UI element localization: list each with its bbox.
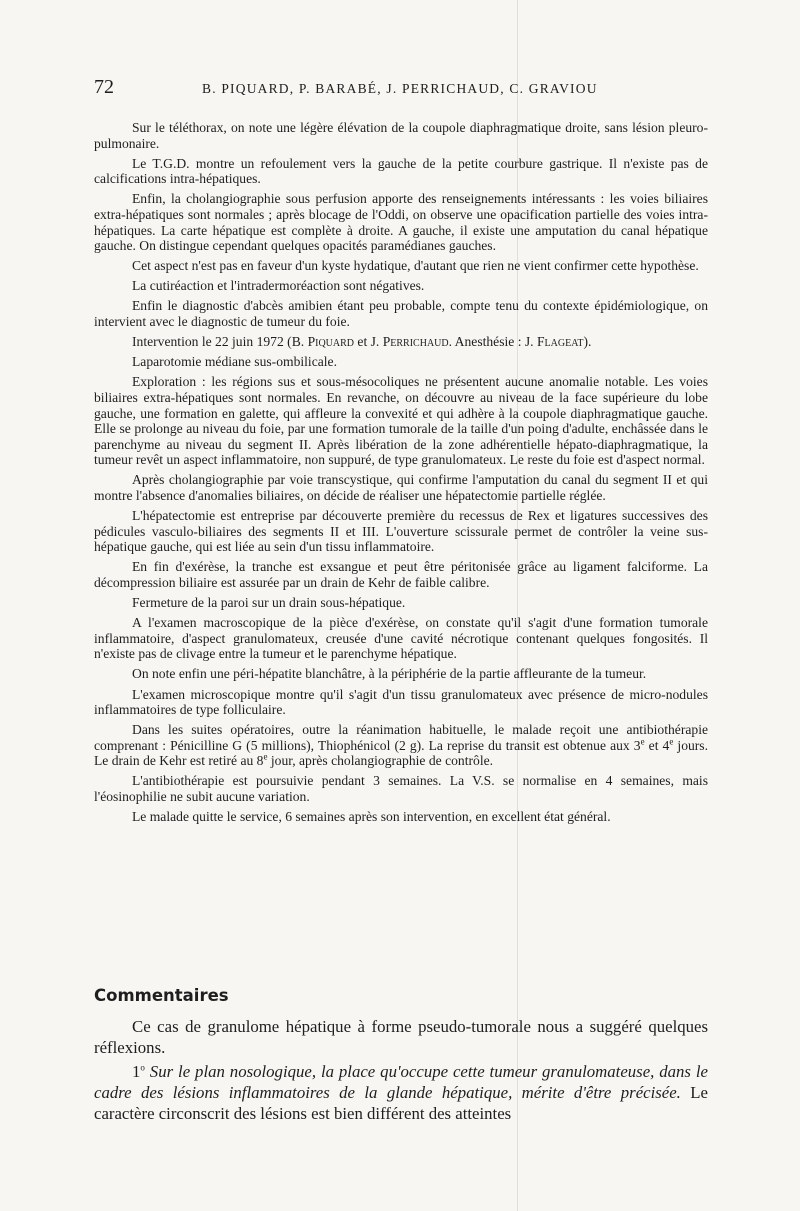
postop-text-c: jours. Le drain de Kehr est retiré au 8 — [94, 737, 709, 769]
running-header — [94, 78, 714, 102]
paragraph-tgd: Le T.G.D. montre un refoulement vers la gauche de la petite courbure gastrique. Il n'existe pas de calcifications intra-hépatiques. — [94, 155, 708, 187]
intervention-text-g: ). — [583, 334, 592, 350]
point-number: 1 — [132, 1062, 141, 1081]
paragraph-cholangiography: Enfin, la cholangiographie sous perfusion apporte des renseignements intéressants : les voies biliaires extra-hépatiques sont normales ; après blocage de l'Oddi, on observe une opacification partielle des voies intra-hépatiques. La carte hépatique est complète à droite. A gauche, il existe une amputation du canal hépatique gauche. On distingue cependant quelques opacités paramédianes gauches. — [94, 191, 708, 254]
case-report-body — [94, 120, 708, 829]
paragraph-antibiotherapy: L'antibiothérapie est poursuivie pendant 3 semaines. La V.S. se normalise en 4 semaines, mais l'éosinophilie ne subit aucune variation. — [94, 773, 708, 805]
intervention-text-e: . Anesthésie : J. — [448, 334, 537, 350]
page-number: 72 — [94, 76, 114, 98]
postop-text-d: jour, après cholangiographie de contrôle. — [267, 753, 494, 769]
paragraph-perihepatitis: On note enfin une péri-hépatite blanchâtre, à la périphérie de la partie affleurante de la tumeur. — [132, 666, 647, 682]
paragraph-laparotomy: Laparotomie médiane sus-ombilicale. — [132, 354, 337, 370]
paragraph-intervention — [94, 334, 708, 350]
intervention-text-a: Intervention le 22 juin 1972 (B. — [132, 334, 308, 350]
paragraph-microscopic: L'examen microscopique montre qu'il s'agit d'un tissu granulomateux avec présence de micro-nodules inflammatoires de type folliculaire. — [94, 686, 708, 718]
paragraph-hydatid-cyst: Cet aspect n'est pas en faveur d'un kyste hydatique, d'autant que rien ne vient confirmer cette hypothèse. — [132, 258, 699, 274]
intervention-text-c: et J. — [354, 334, 383, 350]
anesthetist-name-flageat: Flageat — [536, 334, 584, 350]
paragraph-resection-end: En fin d'exérèse, la tranche est exsangue et peut être péritonisée grâce au ligament falciforme. La décompression biliaire est assurée par un drain de Kehr de faible calibre. — [94, 559, 708, 590]
paragraph-exploration: Exploration : les régions sus et sous-mésocoliques ne présentent aucune anomalie notable. Les voies biliaires extra-hépatiques sont normales. En revanche, on découvre au niveau de la face supérieure du lobe gauche, une formation en galette, qui affleure la convexité et qui adhère à la coupole diaphragmatique gauche. Elle se prolonge au niveau du foie, par une formation tumorale de la taille d'un poing d'adulte, enchâssée dans le parenchyme au niveau du segment II. Après libération de la zone adhérentielle hépato-diaphragmatique, la tumeur revêt un aspect inflammatoire, non suppuré, de type granulomateux. Le reste du foie est d'aspect normal. — [94, 374, 708, 468]
paragraph-hepatectomy: L'hépatectomie est entreprise par découverte première du recessus de Rex et ligatures successives des pédicules vasculo-biliaires des segments II et III. L'ouverture scissurale permet de contrôler la veine sus-hépatique gauche, qui est liée au sein d'un tissu inflammatoire. — [94, 508, 708, 555]
section-heading-commentaires: Commentaires — [94, 986, 229, 1005]
point-rest-text: Le caractère circonscrit des lésions est bien différent des atteintes — [94, 1083, 708, 1123]
paragraph-transcystic: Après cholangiographie par voie transcystique, qui confirme l'amputation du canal du segment II et qui montre l'absence d'anomalies biliaires, on décide de réaliser une hépatectomie partielle réglée. — [94, 472, 708, 503]
commentary-point-1 — [94, 1061, 708, 1124]
superscript-o: o — [140, 1062, 145, 1073]
paragraph-skin-tests: La cutiréaction et l'intradermoréaction sont négatives. — [132, 278, 425, 294]
surgeon-name-piquard: Piquard — [307, 334, 355, 350]
paragraph-diagnosis: Enfin le diagnostic d'abcès amibien étant peu probable, compte tenu du contexte épidémiologique, on intervient avec le diagnostic de tumeur du foie. — [94, 298, 708, 330]
author-running-head: B. PIQUARD, P. BARABÉ, J. PERRICHAUD, C. GRAVIOU — [202, 81, 598, 96]
point-italic-text: Sur le plan nosologique, la place qu'occupe cette tumeur granulomateuse, dans le cadre des lésions inflammatoires de la glande hépatique, mérite d'être précisée. — [94, 1062, 708, 1102]
postop-text-a: Dans les suites opératoires, outre la réanimation habituelle, le malade reçoit une antibiothérapie comprenant : Pénicilline G (5 millions), Thiophénicol (2 g). La reprise du transit est obtenue aux 3 — [94, 722, 708, 753]
commentary-body — [94, 1016, 708, 1127]
superscript-e: e — [263, 751, 268, 762]
paragraph-discharge: Le malade quitte le service, 6 semaines après son intervention, en excellent état général. — [132, 809, 611, 825]
commentary-intro: Ce cas de granulome hépatique à forme pseudo-tumorale nous a suggéré quelques réflexions. — [94, 1017, 708, 1057]
postop-text-b: et 4 — [644, 737, 670, 753]
paragraph-postoperative — [94, 722, 708, 769]
superscript-e: e — [669, 736, 674, 747]
paragraph-telethorax: Sur le téléthorax, on note une légère élévation de la coupole diaphragmatique droite, sans lésion pleuro-pulmonaire. — [94, 120, 708, 151]
surgeon-name-perrichaud: Perrichaud — [382, 334, 449, 350]
paragraph-closure: Fermeture de la paroi sur un drain sous-hépatique. — [132, 595, 406, 611]
paragraph-macroscopic: A l'examen macroscopique de la pièce d'exérèse, on constate qu'il s'agit d'une formation tumorale inflammatoire, d'aspect granulomateux, creusée d'une cavité nécrotique contenant quelques fongosités. Il n'existe pas de clivage entre la tumeur et le parenchyme hépatique. — [94, 615, 708, 662]
superscript-e: e — [640, 736, 645, 747]
